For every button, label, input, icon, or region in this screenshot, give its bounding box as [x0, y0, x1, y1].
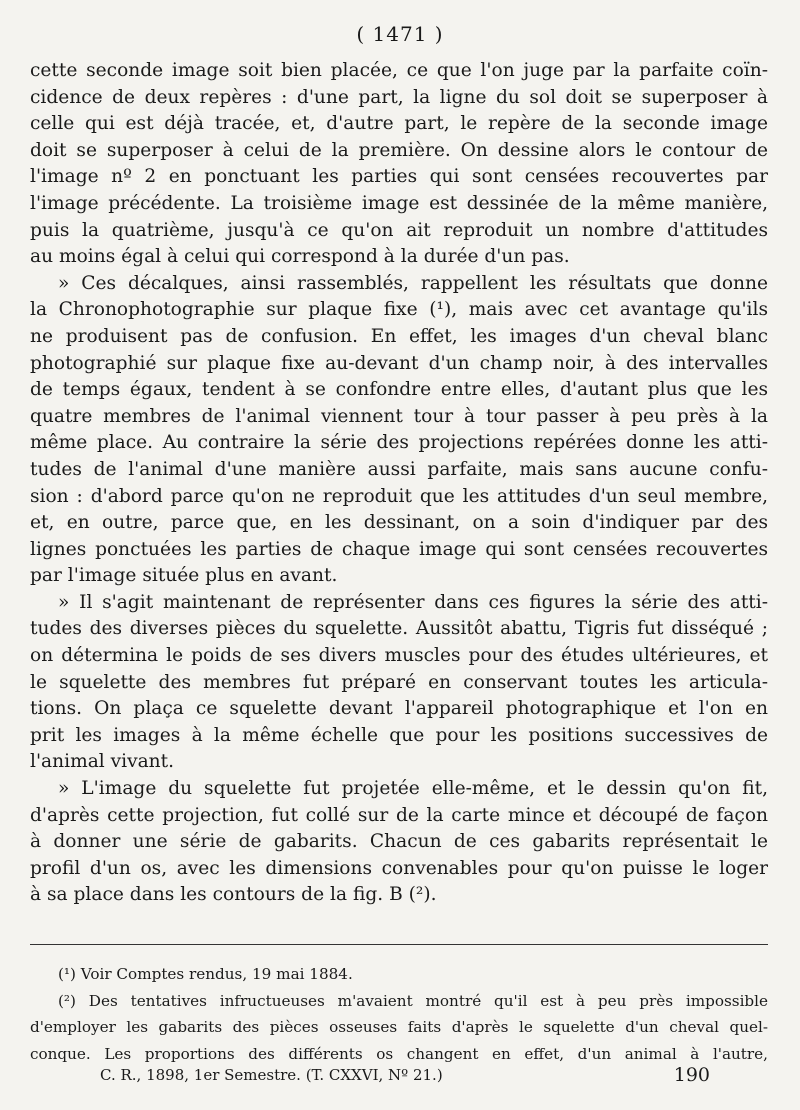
text-line: lignes ponctuées les parties de chaque image qui sont censées recouvertes [30, 538, 768, 560]
text-line: tudes des diverses pièces du squelette. Aussitôt abattu, Tigris fut disséqué ; [30, 618, 768, 640]
text-line: par l'image située plus en avant. [30, 565, 338, 587]
footnote-line: conque. Les proportions des différents os changent en effet, d'un animal à l'autre, [30, 1044, 768, 1063]
text-line: au moins égal à celui qui correspond à la durée d'un pas. [30, 246, 570, 268]
page-number: ( 1471 ) [356, 22, 444, 46]
footnote-line: (²) Des tentatives infructueuses m'avaient montré qu'il est à peu près impossible [58, 991, 768, 1010]
text-line: on détermina le poids de ses divers muscles pour des études ultérieures, et [30, 645, 768, 667]
text-line: tudes de l'animal d'une manière aussi parfaite, mais sans aucune confu- [30, 458, 768, 480]
text-line: quatre membres de l'animal viennent tour à tour passer à peu près à la [30, 405, 768, 427]
text-line: prit les images à la même échelle que pour les positions successives de [30, 724, 768, 746]
body-text [30, 58, 768, 909]
footnote-divider [30, 944, 768, 945]
text-line: cette seconde image soit bien placée, ce que l'on juge par la parfaite coïn- [30, 60, 768, 81]
text-line: » Il s'agit maintenant de représenter dans ces figures la série des atti- [58, 591, 768, 613]
text-line: sion : d'abord parce qu'on ne reproduit que les attitudes d'un seul membre, [30, 485, 768, 507]
text-line: et, en outre, parce que, en les dessinant, on a soin d'indiquer par des [30, 512, 768, 534]
text-line: la Chronophotographie sur plaque fixe (¹), mais avec cet avantage qu'ils [30, 299, 768, 321]
text-line: photographié sur plaque fixe au-devant d'un champ noir, à des intervalles [30, 352, 768, 374]
text-line: » Ces décalques, ainsi rassemblés, rappellent les résultats que donne [58, 272, 768, 294]
folio-number: 190 [673, 1064, 710, 1086]
text-line: le squelette des membres fut préparé en conservant toutes les articula- [30, 671, 768, 693]
volume-reference: C. R., 1898, 1er Semestre. (T. CXXVI, Nº 21.) [100, 1066, 443, 1084]
text-line: l'image nº 2 en ponctuant les parties qui sont censées recouvertes par [30, 166, 768, 188]
text-line: même place. Au contraire la série des projections repérées donne les atti- [30, 432, 768, 454]
text-line: » L'image du squelette fut projetée elle-même, et le dessin qu'on fit, [58, 778, 768, 800]
text-line: l'animal vivant. [30, 751, 175, 773]
text-line: doit se superposer à celui de la première. On dessine alors le contour de [30, 139, 768, 161]
text-line: de temps égaux, tendent à se confondre entre elles, d'autant plus que les [30, 379, 768, 401]
text-line: celle qui est déjà tracée, et, d'autre part, le repère de la seconde image [30, 113, 768, 135]
text-line: à sa place dans les contours de la fig. B (²). [30, 884, 437, 906]
footnote-line: (¹) Voir Comptes rendus, 19 mai 1884. [58, 965, 353, 983]
text-line: ne produisent pas de confusion. En effet, les images d'un cheval blanc [30, 325, 768, 347]
text-line: à donner une série de gabarits. Chacun de ces gabarits représentait le [30, 831, 768, 853]
text-line: profil d'un os, avec les dimensions convenables pour qu'on puisse le loger [30, 857, 768, 879]
text-line: cidence de deux repères : d'une part, la ligne du sol doit se superposer à [30, 86, 768, 108]
text-line: puis la quatrième, jusqu'à ce qu'on ait reproduit un nombre d'attitudes [30, 219, 768, 241]
text-line: tions. On plaça ce squelette devant l'appareil photographique et l'on en [30, 698, 768, 720]
text-line: d'après cette projection, fut collé sur de la carte mince et découpé de façon [30, 804, 768, 826]
footnotes [30, 962, 768, 1068]
text-line: l'image précédente. La troisième image est dessinée de la même manière, [30, 192, 768, 214]
footnote-line: d'employer les gabarits des pièces osseuses faits d'après le squelette d'un cheval quel- [30, 1018, 768, 1037]
